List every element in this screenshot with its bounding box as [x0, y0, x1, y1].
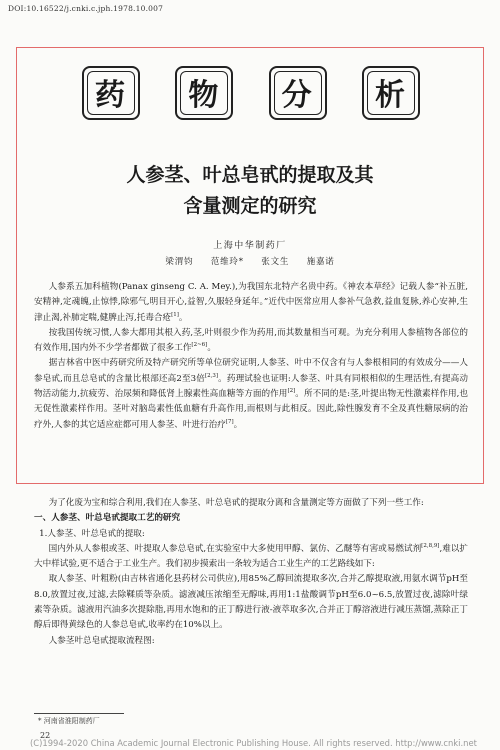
- section-heading: 一、人参茎、叶总皂甙提取工艺的研究: [34, 513, 181, 524]
- article-title-line1: 人参茎、叶总皂甙的提取及其: [126, 164, 374, 186]
- paragraph: 人参茎叶总皂甙提取流程图:: [48, 635, 155, 646]
- affiliation: 上海中华制药厂: [213, 241, 287, 251]
- doi-header: DOI:10.16522/j.cnki.c.jph.1978.10.007: [8, 4, 164, 13]
- subsection-heading: 1.人参茎、叶总皂甙的提取:: [39, 528, 145, 539]
- paragraph: 为了化废为宝和综合利用,我们在人参茎、叶总皂甙的提取分离和含量测定等方面做了下列一些工作:: [48, 498, 424, 508]
- column-title-char: 药: [80, 64, 140, 119]
- copyright-line: (C)1994-2020 China Academic Journal Electronic Publishing House. All rights reserved. http://www.cnki.net: [30, 738, 477, 748]
- paragraph: 按我国传统习惯,人参大都用其根入药,茎,叶则很少作为药用,而其数量相当可观。为充分利用人参植物各部位的有效作用,国内外不少学者都做了很多工作[2~6]。: [34, 327, 468, 354]
- footnote-rule: [34, 713, 124, 714]
- author: 梁渭钧: [165, 257, 194, 267]
- article-title-line2: 含量测定的研究: [183, 195, 317, 217]
- paragraph: 人参系五加科植物(Panax ginseng C. A. Mey.),为我国东北特产名贵中药。《神农本草经》记载人参“补五脏,安精神,定魂魄,止惊悸,除邪气,明目开心,益智,久服轻身延年。”近代中医常应用人参补气急救,益血复脉,养心安神,生津止渴,补肺定喘,健脾止泻,托毒合疮[1]。: [34, 282, 468, 323]
- column-title-char: 分: [267, 64, 327, 119]
- paragraph: 取人参茎、叶粗粉(由吉林省通化县药材公司供应),用85%乙醇回流提取多次,合并乙醇提取液,用氨水调节pH至8.0,放置过夜,过滤,去除鞣质等杂质。滤液减压浓缩至无醇味,再用1:1盐酸调节pH至6.0~6.5,放置过夜,滤除叶绿素等杂质。滤液用汽油多次提除脂,再用水饱和的正丁醇进行液-液萃取多次,合并正丁醇溶液进行减压蒸馏,蒸除正丁醇后即得黄绿色的人参总皂甙,收率约在10%以上。: [34, 574, 468, 631]
- column-title-char: 物: [173, 64, 233, 119]
- body-text: [34, 496, 468, 649]
- column-title: [80, 64, 420, 124]
- author: 范维玲*: [210, 257, 244, 267]
- boxed-body-text: [34, 280, 468, 433]
- column-title-char: 析: [360, 64, 420, 119]
- author: 张文生: [261, 257, 290, 267]
- page-number: 22: [40, 731, 51, 740]
- footnote: * 河南省淮阳制药厂: [38, 717, 100, 725]
- paragraph: 国内外从人参根或茎、叶提取人参总皂甙,在实验室中大多使用甲醇、氯仿、乙醚等有害或易燃试剂[2,8,9],难以扩大中样试验,更不适合于工业生产。我们初步摸索出一条较为适合工业生产的工艺路线如下:: [34, 543, 469, 570]
- author: 施嘉诺: [306, 257, 335, 267]
- paragraph: 据吉林省中医中药研究所及特产研究所等单位研究证明,人参茎、叶中不仅含有与人参根相同的有效成分——人参皂甙,而且总皂甙的含量比根部还高2至3倍[2,3]。药理试验也证明:人参茎、叶具有同根相似的生理活性,有提高动物活动能力,抗疲劳、治尿频和降低肾上腺素性高血糖等方面的作用[2]。所不同的是:茎,叶提出物无性激素样作用,也无促性激素样作用。茎叶对脑岛素性低血糖有升高作用,而根则与此相反。因此,除性腺发育不全及真性糖尿病的治疗外,人参的其它适应症都可用人参茎、叶进行治疗[7]。: [34, 358, 468, 430]
- author-list: [0, 255, 500, 267]
